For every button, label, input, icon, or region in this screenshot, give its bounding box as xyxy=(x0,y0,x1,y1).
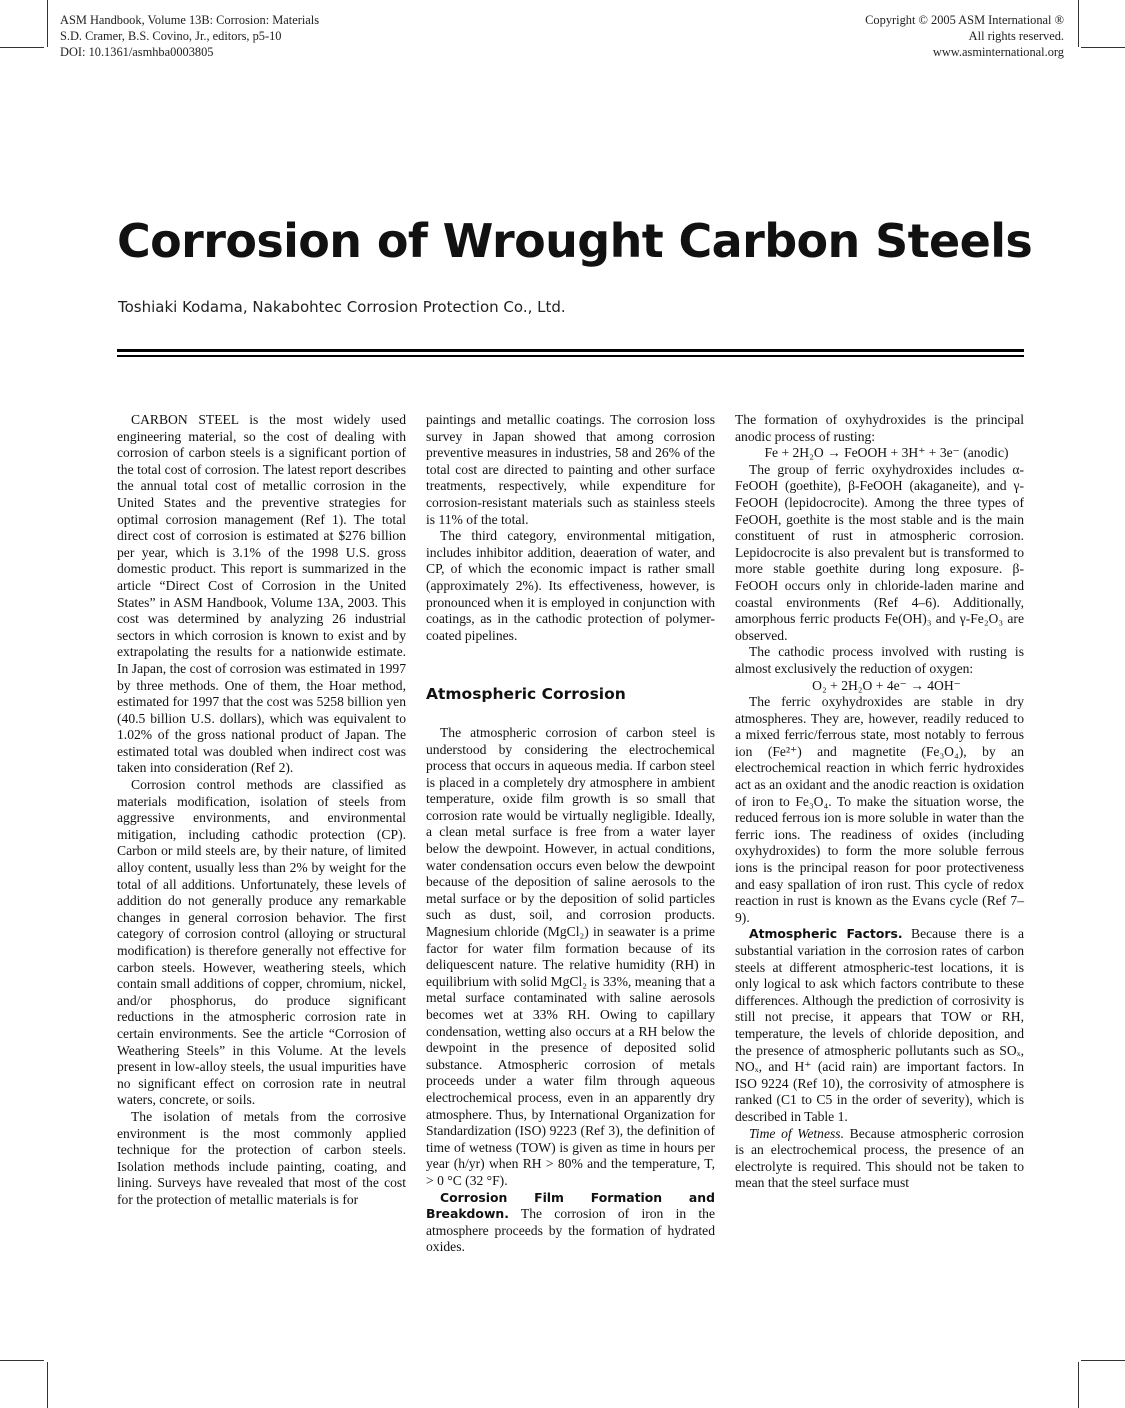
body-column-1 xyxy=(117,412,406,1209)
section-spacer xyxy=(426,644,715,686)
crop-mark-bottom-right-h xyxy=(1081,1360,1125,1361)
paragraph: The ferric oxyhydroxides are stable in dry atmospheres. They are, however, readily reduced to a mixed ferric/ferrous state, most notably to ferrous ion (Fe²⁺) and magnetite (Fe₃O₄), by an electrochemical reaction in which ferric hydroxides act as an oxidant and the anodic reaction is oxidation of iron to Fe₃O₄. To make the situation worse, the reduced ferrous ion is more soluble in water than the ferric ions. The readiness of oxides (including oxyhydroxides) to form the more soluble ferrous ions is the principal reason for poor protectiveness and easy spallation of iron rust. This cycle of redox reaction in rust is known as the Evans cycle (Ref 7–9). xyxy=(735,694,1024,925)
paragraph: The cathodic process involved with rusting is almost exclusively the reduction of oxygen: xyxy=(735,644,1024,676)
run-in-heading: Corrosion Film Formation and Breakdown. xyxy=(426,1189,715,1222)
doi-line: DOI: 10.1361/asmhba0003805 xyxy=(60,45,214,59)
section-spacer xyxy=(426,703,715,725)
article-title: Corrosion of Wrought Carbon Steels xyxy=(117,214,1033,268)
paragraph: paintings and metallic coatings. The corrosion loss survey in Japan showed that among corrosion preventive measures in industries, 58 and 26% of the total cost are directed to painting and other surface treatments, respectively, while expenditure for corrosion-resistant materials such as stainless steels is 11% of the total. xyxy=(426,412,715,527)
title-rule-thick xyxy=(117,349,1024,352)
rights-line: All rights reserved. xyxy=(968,29,1064,43)
website-link[interactable]: www.asminternational.org xyxy=(932,45,1064,59)
paragraph-text: The corrosion of iron in the atmosphere proceeds by the formation of hydrated oxides. xyxy=(426,1206,715,1255)
crop-mark-top-right-h xyxy=(1081,47,1125,48)
paragraph: The atmospheric corrosion of carbon steel is understood by considering the electrochemical process that occurs in aqueous media. If carbon steel is placed in a completely dry atmosphere in ambient temperature, oxide film growth is so small that corrosion rate would be virtually negligible. Ideally, a clean metal surface is free from a water layer below the dewpoint. However, in actual conditions, water condensation occurs even below the dewpoint because of the deposition of saline aerosols to the metal surface or by the deposition of solid particles such as dust, soil, and corrosion products. Magnesium chloride (MgCl₂) in seawater is a prime factor for water film formation because of its deliquescent nature. The relative humidity (RH) in equilibrium with solid MgCl₂ is 33%, meaning that a metal surface contaminated with saline aerosols becomes wet at 33% RH. Owing to capillary condensation, wetting also occurs at a RH below the dewpoint in the presence of deposited solid substance. Atmospheric corrosion of metals proceeds under a water film through aqueous electrochemical process, even in an apparently dry atmosphere. Thus, by International Organization for Standardization (ISO) 9223 (Ref 3), the definition of time of wetness (TOW) is given as time in hours per year (h/yr) when RH > 80% and the temperature, T, > 0 °C (32 °F). xyxy=(426,724,715,1188)
cathodic-equation: O₂ + 2H₂O + 4e⁻ → 4OH⁻ xyxy=(812,677,961,693)
anodic-equation: Fe + 2H₂O → FeOOH + 3H⁺ + 3e⁻ (anodic) xyxy=(764,445,1009,461)
crop-mark-top-left-v xyxy=(47,0,48,47)
author-line: Toshiaki Kodama, Nakabohtec Corrosion Protection Co., Ltd. xyxy=(118,298,566,316)
paragraph: The group of ferric oxyhydroxides includes α-FeOOH (goethite), β-FeOOH (akaganeite), and γ-FeOOH (lepidocrocite). Among the three types of FeOOH, goethite is the most stable and is the main constituent of rust in atmospheric corrosion. Lepidocrocite is also prevalent but is transformed to more stable goethite during long exposure. β-FeOOH occurs only in chloride-laden marine and coastal environments (Ref 4–6). Additionally, amorphous ferric products Fe(OH)₃ and γ-Fe₂O₃ are observed. xyxy=(735,461,1024,643)
paragraph: The formation of oxyhydroxides is the principal anodic process of rusting: xyxy=(735,412,1024,444)
paragraph xyxy=(735,1126,1024,1192)
run-in-heading: Time of Wetness. xyxy=(749,1125,844,1141)
paragraph: Corrosion control methods are classified as materials modification, isolation of steels from aggressive environments, and environmental mitigation, including cathodic protection (CP). Carbon or mild steels are, by their nature, of limited alloy content, usually less than 2% by weight for the total of all additions. Unfortunately, these levels of addition do not generally produce any remarkable changes in general corrosion behavior. The first category of corrosion control (alloying or structural modification) is therefore generally not effective for carbon steels. However, weathering steels, which contain small additions of copper, chromium, nickel, and/or phosphorus, do produce significant reductions in the atmospheric corrosion rate in certain environments. See the article “Corrosion of Weathering Steels” in this Volume. At the levels present in low-alloy steels, the usual impurities have no significant effect on corrosion rate in neutral waters, concrete, or soils. xyxy=(117,777,406,1108)
crop-mark-bottom-left-v xyxy=(47,1362,48,1408)
paragraph-text: Because there is a substantial variation in the corrosion rates of carbon steels at different atmospheric-test locations, it is only logical to ask which factors contribute to these differences. Although the prediction of corrosivity is still not precise, it appears that TOW or RH, temperature, the levels of chloride deposition, and the presence of atmospheric pollutants such as SOₓ, NOₓ, and H⁺ (acid rain) are important factors. In ISO 9224 (Ref 10), the corrosivity of atmosphere is ranked (C1 to C5 in the order of severity), which is described in Table 1. xyxy=(735,926,1024,1124)
body-column-2 xyxy=(426,412,715,1256)
paragraph xyxy=(426,1190,715,1256)
citation-line: S.D. Cramer, B.S. Covino, Jr., editors, p5-10 xyxy=(60,29,282,43)
copyright-header xyxy=(865,12,1064,60)
paragraph xyxy=(735,926,1024,1125)
paragraph: The third category, environmental mitigation, includes inhibitor addition, deaeration of water, and CP, of which the economic impact is rather small (approximately 2%). Its effectiveness, however, is pronounced when it is employed in conjunction with coatings, as in the cathodic protection of polymer-coated pipelines. xyxy=(426,528,715,643)
crop-mark-bottom-left-h xyxy=(0,1360,44,1361)
paragraph: The isolation of metals from the corrosive environment is the most commonly applied technique for the protection of carbon steels. Isolation methods include painting, coating, and lining. Surveys have revealed that most of the cost for the protection of metallic materials is for xyxy=(117,1108,406,1207)
section-heading: Atmospheric Corrosion xyxy=(426,685,626,704)
paragraph: CARBON STEEL is the most widely used engineering material, so the cost of dealing with corrosion of carbon steels is a significant portion of the total cost of corrosion. The latest report describes the annual total cost of metallic corrosion in the United States and the preventive strategies for optimal corrosion management (Ref 1). The total direct cost of corrosion is estimated at $276 billion per year, which is 3.1% of the 1998 U.S. gross domestic product. This report is summarized in the article “Direct Cost of Corrosion in the United States” in ASM Handbook, Volume 13A, 2003. This cost was determined by analyzing 26 industrial sectors in which corrosion is known to exist and by extrapolating the results for a nationwide estimate. In Japan, the cost of corrosion was estimated in 1997 by three methods. One of them, the Hoar method, estimated for 1997 that the cost was 5258 billion yen (40.5 billion U.S. dollars), which was equivalent to 1.02% of the gross national product of Japan. The estimated total was doubled when indirect cost was taken into consideration (Ref 2). xyxy=(117,412,406,776)
citation-header xyxy=(60,12,319,60)
paragraph-text: Because atmospheric corrosion is an electrochemical process, the presence of an electrolyte is required. This should not be taken to mean that the steel surface must xyxy=(735,1125,1024,1191)
copyright-line: Copyright © 2005 ASM International ® xyxy=(865,13,1064,27)
run-in-heading: Atmospheric Factors. xyxy=(749,926,903,942)
crop-mark-top-left-h xyxy=(0,47,44,48)
citation-line: ASM Handbook, Volume 13B: Corrosion: Materials xyxy=(60,13,320,27)
crop-mark-bottom-right-v xyxy=(1078,1362,1079,1408)
title-rule-thin xyxy=(117,355,1024,357)
crop-mark-top-right-v xyxy=(1078,0,1079,47)
body-column-3 xyxy=(735,412,1024,1192)
